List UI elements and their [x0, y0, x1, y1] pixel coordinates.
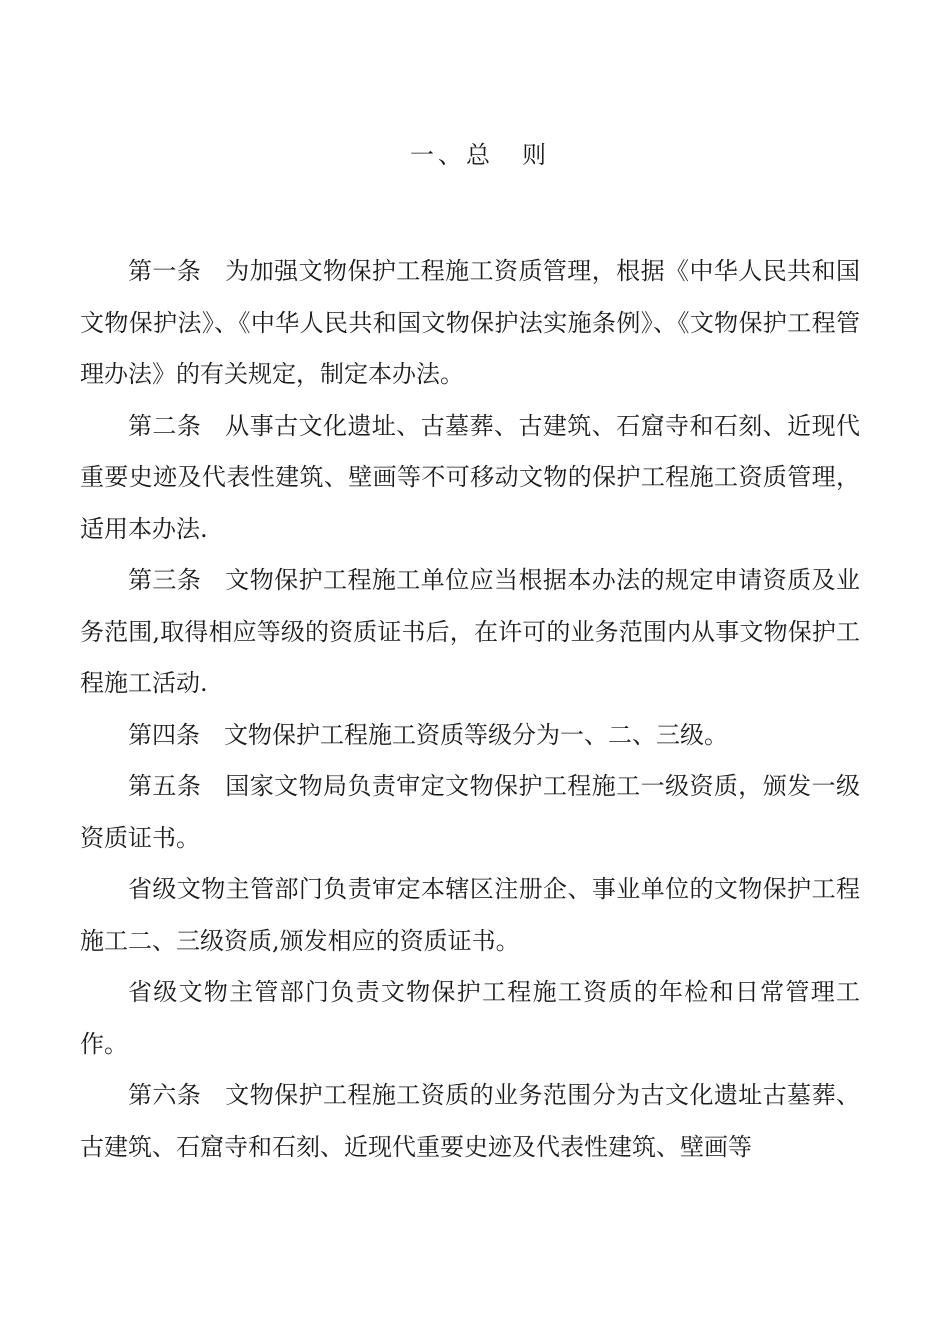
article-label: 第三条 [128, 566, 202, 594]
article-label: 第一条 [128, 257, 202, 285]
article-text: 文物保护工程施工单位应当根据本办法的规定申请资质及业务范围,取得相应等级的资质证书后，在许可的业务范围内从事文物保护工程施工活动. [80, 566, 861, 697]
article-3 [80, 555, 860, 710]
article-text: 文物保护工程施工资质的业务范围分为古文化遗址古墓葬、古建筑、石窟寺和石刻、近现代重要史迹及代表性建筑、壁画等 [80, 1081, 861, 1161]
article-label: 第二条 [128, 411, 202, 440]
section-heading: 一、总 则 [410, 141, 550, 169]
article-label: 第六条 [128, 1081, 202, 1109]
article-text: 从事古文化遗址、古墓葬、古建筑、石窟寺和石刻、近现代重要史迹及代表性建筑、壁画等不可移动文物的保护工程施工资质管理，适用本办法. [80, 411, 861, 543]
article-4 [80, 710, 860, 762]
document-body [80, 246, 860, 1173]
article-text: 国家文物局负责审定文物保护工程施工一级资质，颁发一级资质证书。 [80, 772, 861, 852]
article-1 [80, 246, 860, 401]
article-text: 省级文物主管部门负责审定本辖区注册企、事业单位的文物保护工程施工二、三级资质,颁发相应的资质证书。 [80, 875, 860, 955]
article-5-paragraph-3 [80, 967, 860, 1070]
article-text: 文物保护工程施工资质等级分为一、二、三级。 [224, 720, 728, 749]
article-label: 第五条 [128, 772, 202, 800]
article-text: 省级文物主管部门负责文物保护工程施工资质的年检和日常管理工作。 [80, 978, 860, 1058]
article-label: 第四条 [128, 720, 200, 749]
article-5 [80, 761, 860, 864]
article-text: 为加强文物保护工程施工资质管理，根据《中华人民共和国文物保护法》、《中华人民共和国文物保护法实施条例》、《文物保护工程管理办法》的有关规定，制定本办法。 [80, 257, 861, 388]
article-2 [80, 401, 860, 556]
article-6 [80, 1070, 860, 1173]
article-5-paragraph-2 [80, 864, 860, 967]
